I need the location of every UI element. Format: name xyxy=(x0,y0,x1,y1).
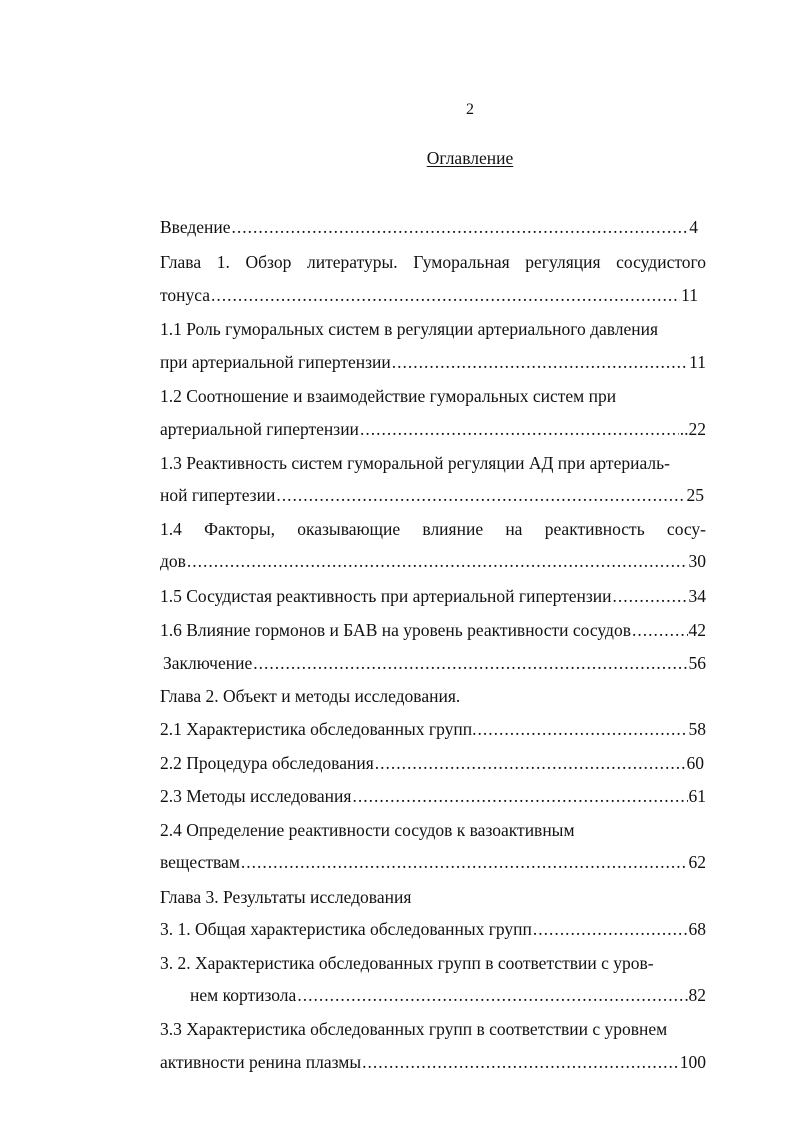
toc-entry-1-3-line1[interactable]: 1.3 Реактивность систем гуморальной регуляции АД при артериаль- xyxy=(160,453,670,473)
dot-leader xyxy=(360,418,679,440)
page-ref: 100 xyxy=(679,1052,706,1072)
dot-leader xyxy=(375,752,686,774)
page-ref: 82 xyxy=(688,985,706,1005)
toc-entry-1-2-line2[interactable]: артериальной гипертензии ..... ..22 xyxy=(160,418,706,440)
toc-entry-conclusion[interactable]: Заключение ..... 56 xyxy=(163,652,706,674)
page-number: 2 xyxy=(466,101,474,118)
toc-entry-chapter-3[interactable]: Глава 3. Результаты исследования xyxy=(160,887,412,907)
dot-leader xyxy=(232,216,689,238)
toc-entry-3-1[interactable]: 3. 1. Общая характеристика обследованных групп ..... 68 xyxy=(160,918,706,940)
toc-heading: Оглавление xyxy=(426,148,514,168)
toc-entry-chapter-1-line2[interactable]: тонуса ..... 11 xyxy=(160,284,698,306)
page-ref: 58 xyxy=(688,719,706,739)
toc-entry-1-3-line2[interactable]: ной гипертезии ..... 25 xyxy=(160,484,704,506)
page-ref: 30 xyxy=(688,551,706,571)
toc-entry-chapter-2[interactable]: Глава 2. Объект и методы исследования. xyxy=(160,686,461,706)
dot-leader xyxy=(392,351,688,373)
toc-entry-3-2-line1[interactable]: 3. 2. Характеристика обследованных групп в соответствии с уров- xyxy=(160,953,654,973)
toc-entry-3-3-line2[interactable]: активности ренина плазмы ..... 100 xyxy=(160,1051,706,1073)
dot-leader xyxy=(613,585,688,607)
page-ref: 42 xyxy=(688,620,706,640)
page-ref: 11 xyxy=(689,352,706,372)
dot-leader xyxy=(187,550,688,572)
dot-leader xyxy=(211,284,680,306)
dot-leader xyxy=(632,619,688,641)
dot-leader xyxy=(477,718,687,740)
page-ref: ..22 xyxy=(679,419,706,439)
toc-entry-1-1-line2[interactable]: при артериальной гипертензии ..... 11 xyxy=(160,351,706,373)
page-ref: 11 xyxy=(681,285,698,305)
dot-leader xyxy=(241,851,688,873)
toc-entry-3-3-line1[interactable]: 3.3 Характеристика обследованных групп в соответствии с уровнем xyxy=(160,1019,668,1039)
page-ref: 61 xyxy=(688,786,706,806)
toc-entry-3-2-line2[interactable]: нем кортизола ..... 82 xyxy=(190,984,706,1006)
page-ref: 25 xyxy=(686,485,704,505)
dot-leader xyxy=(533,918,688,940)
toc-entry-1-1-line1[interactable]: 1.1 Роль гуморальных систем в регуляции артериального давления xyxy=(160,319,659,339)
dot-leader xyxy=(352,785,687,807)
toc-entry-2-4-line2[interactable]: веществам ..... 62 xyxy=(160,851,706,873)
toc-entry-2-1[interactable]: 2.1 Характеристика обследованных групп. ..... 58 xyxy=(160,718,706,740)
dot-leader xyxy=(297,984,687,1006)
toc-entry-1-2-line1[interactable]: 1.2 Соотношение и взаимодействие гуморальных систем при xyxy=(160,386,617,406)
toc-entry-2-2[interactable]: 2.2 Процедура обследования ..... 60 xyxy=(160,752,704,774)
toc-entry-1-5[interactable]: 1.5 Сосудистая реактивность при артериальной гипертензии ..... 34 xyxy=(160,585,706,607)
dot-leader xyxy=(253,652,687,674)
toc-entry-chapter-1-line1[interactable]: Глава 1. Обзор литературы. Гуморальная регуляция сосудистого xyxy=(160,252,706,272)
page-ref: 56 xyxy=(688,653,706,673)
toc-entry-1-4-line1[interactable]: 1.4 Факторы, оказывающие влияние на реактивность сосу- xyxy=(160,519,706,539)
dot-leader xyxy=(362,1051,679,1073)
toc-entry-introduction[interactable]: Введение ..... 4 xyxy=(160,216,698,238)
page-ref: 62 xyxy=(688,852,706,872)
page-ref: 60 xyxy=(686,753,704,773)
page-ref: 68 xyxy=(688,919,706,939)
toc-entry-2-4-line1[interactable]: 2.4 Определение реактивности сосудов к вазоактивным xyxy=(160,820,575,840)
dot-leader xyxy=(276,484,685,506)
toc-entry-1-6[interactable]: 1.6 Влияние гормонов и БАВ на уровень реактивности сосудов ..... 42 xyxy=(160,619,706,641)
toc-entry-2-3[interactable]: 2.3 Методы исследования ..... 61 xyxy=(160,785,706,807)
toc-entry-1-4-line2[interactable]: дов ..... 30 xyxy=(160,550,706,572)
page-ref: 34 xyxy=(688,586,706,606)
page-ref: 4 xyxy=(689,217,698,237)
